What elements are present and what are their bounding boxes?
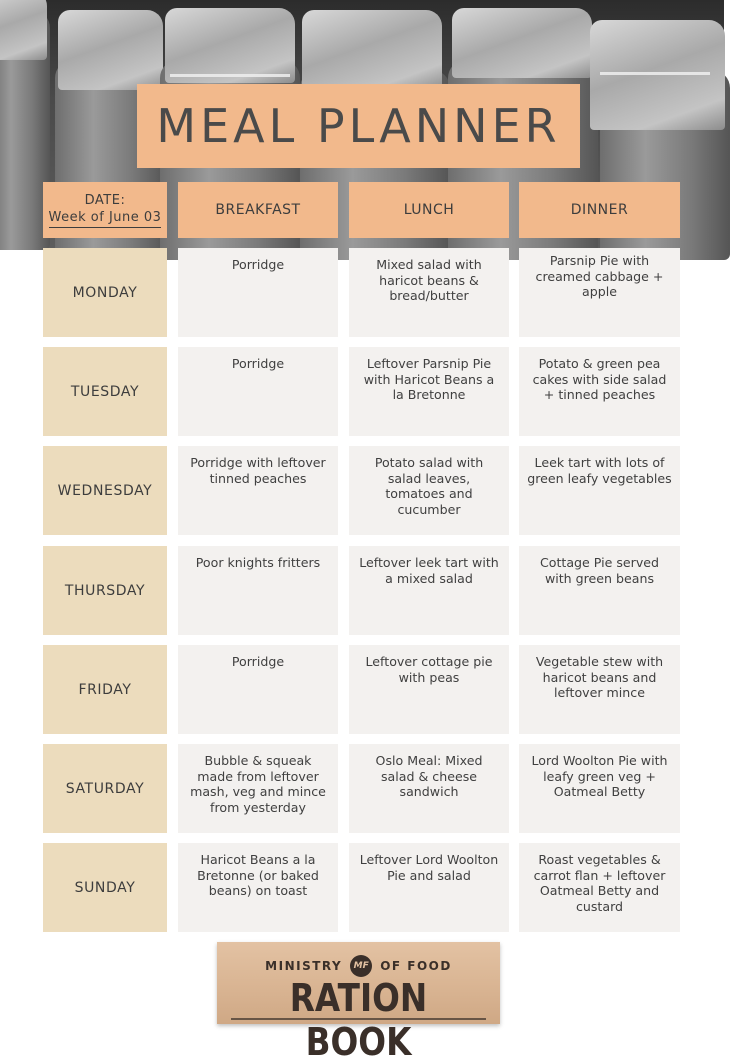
ministry-of-food-line: [217, 955, 500, 977]
meal-cell-sunday-lunch: Leftover Lord Woolton Pie and salad: [349, 843, 509, 932]
meal-cell-thursday-dinner: Cottage Pie served with green beans: [519, 546, 680, 635]
meal-cell-tuesday-dinner: Potato & green pea cakes with side salad + tinned peaches: [519, 347, 680, 436]
title-banner: [137, 84, 580, 168]
ration-book-title: RATION BOOK: [289, 976, 428, 1064]
day-label-saturday: SATURDAY: [43, 744, 167, 833]
meal-cell-thursday-lunch: Leftover leek tart with a mixed salad: [349, 546, 509, 635]
meal-cell-tuesday-lunch: Leftover Parsnip Pie with Haricot Beans a la Bretonne: [349, 347, 509, 436]
meal-cell-saturday-breakfast: Bubble & squeak made from leftover mash, veg and mince from yesterday: [178, 744, 338, 833]
date-value: Week of June 03: [49, 209, 162, 228]
meal-cell-sunday-breakfast: Haricot Beans a la Bretonne (or baked beans) on toast: [178, 843, 338, 932]
meal-cell-tuesday-breakfast: Porridge: [178, 347, 338, 436]
meal-cell-friday-lunch: Leftover cottage pie with peas: [349, 645, 509, 734]
date-label: DATE:: [84, 193, 126, 208]
ration-book-rule: [231, 1018, 486, 1026]
meal-cell-friday-dinner: Vegetable stew with haricot beans and leftover mince: [519, 645, 680, 734]
date-header: [43, 182, 167, 238]
of-food-text: OF FOOD: [380, 959, 452, 973]
column-header-lunch: LUNCH: [349, 182, 509, 238]
meal-cell-friday-breakfast: Porridge: [178, 645, 338, 734]
day-label-friday: FRIDAY: [43, 645, 167, 734]
meal-cell-sunday-dinner: Roast vegetables & carrot flan + leftover Oatmeal Betty and custard: [519, 843, 680, 932]
meal-cell-saturday-dinner: Lord Woolton Pie with leafy green veg + Oatmeal Betty: [519, 744, 680, 833]
column-header-dinner: DINNER: [519, 182, 680, 238]
day-label-monday: MONDAY: [43, 248, 167, 337]
meal-cell-saturday-lunch: Oslo Meal: Mixed salad & cheese sandwich: [349, 744, 509, 833]
column-header-breakfast: BREAKFAST: [178, 182, 338, 238]
meal-cell-monday-breakfast: Porridge: [178, 248, 338, 337]
day-label-sunday: SUNDAY: [43, 843, 167, 932]
meal-cell-monday-dinner: Parsnip Pie with creamed cabbage + apple: [519, 248, 680, 337]
day-label-thursday: THURSDAY: [43, 546, 167, 635]
ration-book-image: [217, 942, 500, 1064]
page-title: MEAL PLANNER: [156, 99, 561, 153]
meal-cell-wednesday-breakfast: Porridge with leftover tinned peaches: [178, 446, 338, 535]
day-label-tuesday: TUESDAY: [43, 347, 167, 436]
meal-cell-thursday-breakfast: Poor knights fritters: [178, 546, 338, 635]
meal-cell-wednesday-lunch: Potato salad with salad leaves, tomatoes and cucumber: [349, 446, 509, 535]
ministry-text: MINISTRY: [265, 959, 343, 973]
meal-cell-wednesday-dinner: Leek tart with lots of green leafy vegetables: [519, 446, 680, 535]
ministry-of-food-logo-icon: MF: [350, 955, 372, 977]
meal-cell-monday-lunch: Mixed salad with haricot beans & bread/butter: [349, 248, 509, 337]
day-label-wednesday: WEDNESDAY: [43, 446, 167, 535]
